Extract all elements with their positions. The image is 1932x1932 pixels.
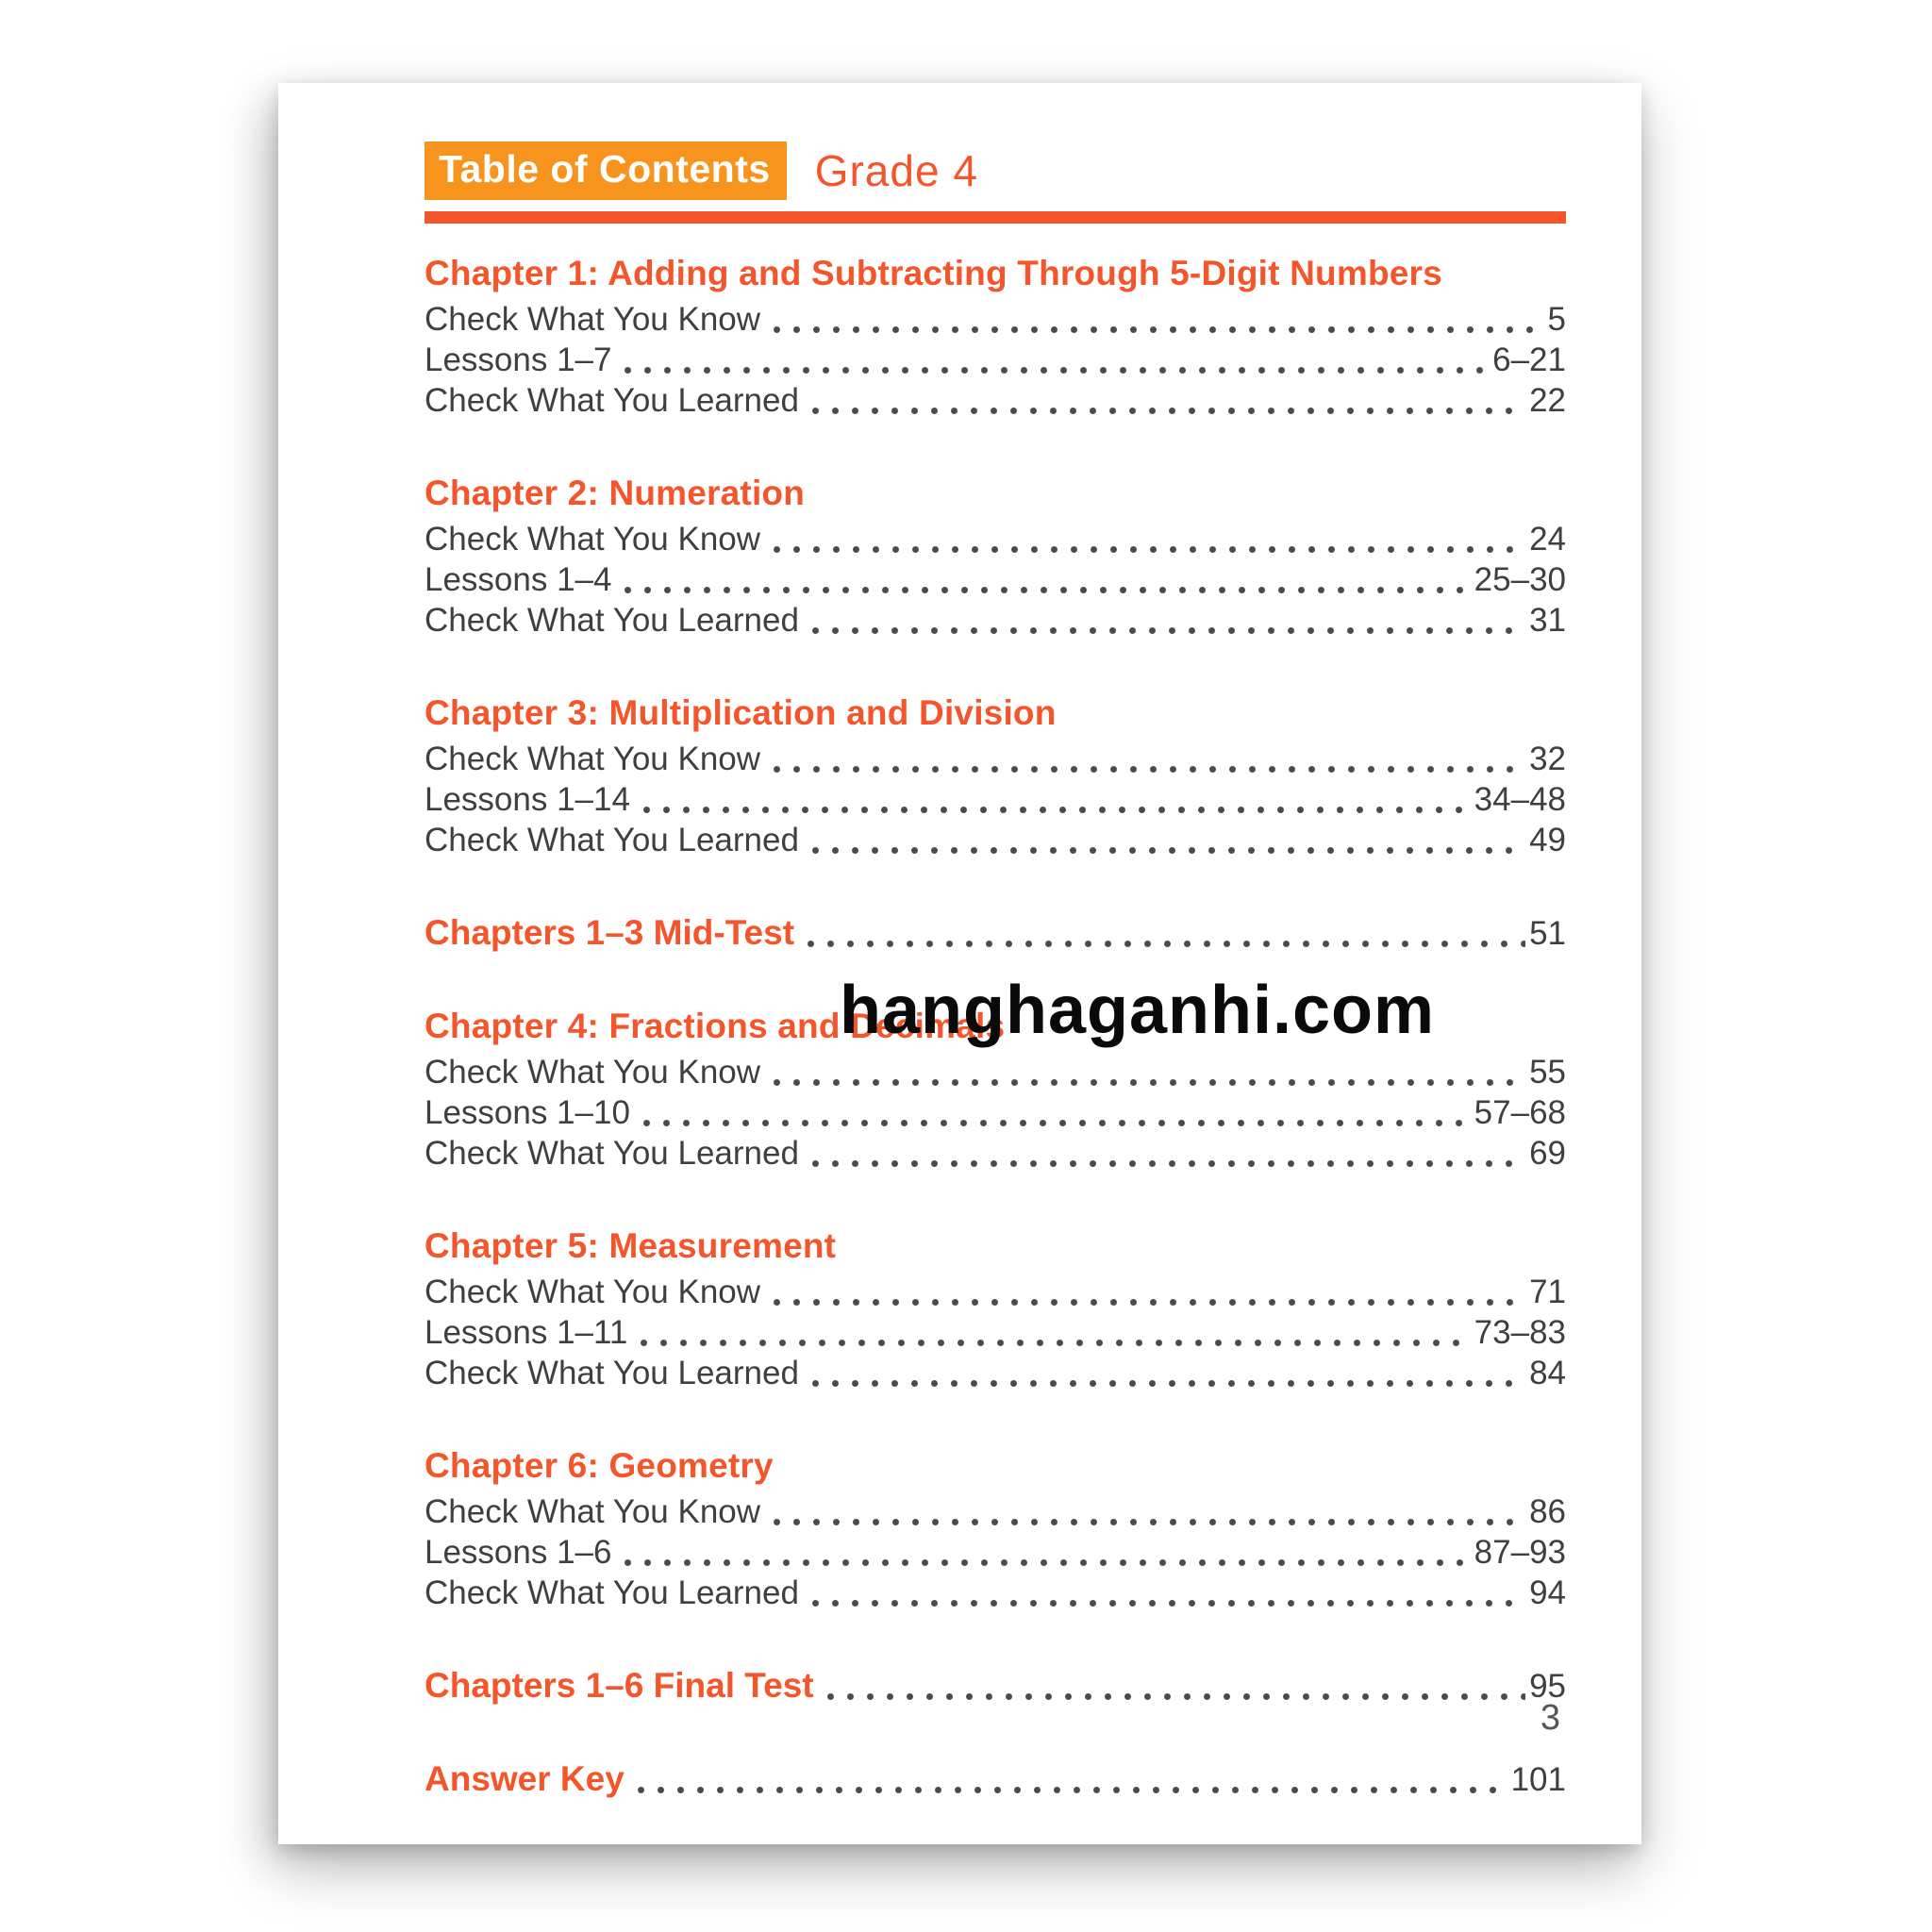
toc-row xyxy=(425,1312,1566,1353)
toc-row-page: 57–68 xyxy=(1474,1094,1566,1131)
dot-leader xyxy=(767,1518,1525,1526)
dot-leader xyxy=(806,846,1525,855)
dot-leader xyxy=(631,1786,1507,1794)
chapter-section xyxy=(425,253,1566,421)
toc-row xyxy=(425,739,1566,779)
toc-row xyxy=(425,299,1566,340)
toc-row-page: 87–93 xyxy=(1474,1534,1566,1571)
toc-row-label: Lessons 1–14 xyxy=(425,781,630,818)
chapter-title: Chapter 6: Geometry xyxy=(425,1446,774,1485)
chapter-section xyxy=(425,1445,1566,1613)
dot-leader xyxy=(634,1339,1470,1347)
header-rule xyxy=(425,211,1566,224)
toc-row-page: 94 xyxy=(1529,1574,1566,1611)
toc-row xyxy=(425,1052,1566,1092)
toc-row-page: 71 xyxy=(1529,1274,1566,1310)
page-number: 3 xyxy=(1540,1698,1560,1738)
toc-row-page: 6–21 xyxy=(1492,341,1566,378)
toc-row-label: Check What You Learned xyxy=(425,382,799,419)
dot-leader xyxy=(618,586,1470,594)
test-row xyxy=(425,1758,1566,1800)
dot-leader xyxy=(801,940,1525,948)
toc-row-label: Check What You Learned xyxy=(425,1355,799,1391)
toc-row xyxy=(425,600,1566,641)
toc-row xyxy=(425,340,1566,380)
test-title: Chapters 1–6 Final Test xyxy=(425,1666,814,1705)
dot-leader xyxy=(806,1379,1525,1388)
book-page xyxy=(278,83,1641,1844)
grade-label: Grade 4 xyxy=(814,146,978,195)
toc-row-page: 22 xyxy=(1529,382,1566,419)
toc-row-label: Check What You Know xyxy=(425,1274,761,1310)
toc-row-label: Lessons 1–11 xyxy=(425,1314,628,1351)
toc-row-page: 24 xyxy=(1529,521,1566,558)
toc-row-page: 34–48 xyxy=(1474,781,1566,818)
toc-row xyxy=(425,380,1566,421)
dot-leader xyxy=(767,765,1525,774)
page-header xyxy=(425,142,1566,200)
toc-row-label: Check What You Learned xyxy=(425,1135,799,1172)
dot-leader xyxy=(821,1692,1525,1701)
toc-row xyxy=(425,1353,1566,1393)
chapter-section xyxy=(425,1225,1566,1393)
toc-row-label: Check What You Know xyxy=(425,741,761,777)
toc-row xyxy=(425,1092,1566,1133)
table-of-contents-badge: Table of Contents xyxy=(425,142,787,200)
toc-row-label: Lessons 1–10 xyxy=(425,1094,630,1131)
toc-row-label: Lessons 1–4 xyxy=(425,561,612,598)
test-page: 101 xyxy=(1510,1761,1566,1798)
chapter-title: Chapter 1: Adding and Subtracting Through 5-Digit Numbers xyxy=(425,254,1442,292)
test-page: 51 xyxy=(1529,915,1566,952)
dot-leader xyxy=(767,1298,1525,1307)
dot-leader xyxy=(767,325,1543,334)
toc-row xyxy=(425,779,1566,820)
test-title: Chapters 1–3 Mid-Test xyxy=(425,913,795,952)
toc-row xyxy=(425,519,1566,559)
toc-row-page: 49 xyxy=(1529,822,1566,858)
toc-row-label: Check What You Learned xyxy=(425,822,799,858)
dot-leader xyxy=(767,545,1525,554)
toc-row-label: Lessons 1–6 xyxy=(425,1534,612,1571)
dot-leader xyxy=(806,626,1525,635)
dot-leader xyxy=(618,1558,1470,1567)
toc-row-page: 25–30 xyxy=(1474,561,1566,598)
toc-row xyxy=(425,1573,1566,1613)
dot-leader xyxy=(806,1599,1525,1607)
chapter-title: Chapter 4: Fractions and Decimals xyxy=(425,1007,1006,1045)
chapter-title: Chapter 5: Measurement xyxy=(425,1226,837,1265)
toc-row-label: Check What You Learned xyxy=(425,1574,799,1611)
dot-leader xyxy=(767,1078,1525,1087)
test-title: Answer Key xyxy=(425,1759,625,1798)
dot-leader xyxy=(637,806,1471,814)
toc-row xyxy=(425,820,1566,860)
chapter-title: Chapter 3: Multiplication and Division xyxy=(425,693,1057,732)
toc-row-page: 73–83 xyxy=(1474,1314,1566,1351)
toc-row-page: 31 xyxy=(1529,602,1566,639)
test-row xyxy=(425,912,1566,954)
toc-row-label: Check What You Know xyxy=(425,1493,761,1530)
toc-row-page: 55 xyxy=(1529,1054,1566,1091)
test-row xyxy=(425,1665,1566,1707)
watermark: hanghaganhi.com xyxy=(840,973,1436,1048)
toc-row xyxy=(425,1133,1566,1174)
chapter-title: Chapter 2: Numeration xyxy=(425,474,806,512)
dot-leader xyxy=(806,407,1525,415)
toc-row xyxy=(425,1272,1566,1312)
toc-row-label: Check What You Know xyxy=(425,521,761,558)
chapter-section xyxy=(425,473,1566,641)
toc-row-page: 86 xyxy=(1529,1493,1566,1530)
toc-row xyxy=(425,559,1566,600)
toc-row-label: Check What You Learned xyxy=(425,602,799,639)
dot-leader xyxy=(806,1159,1525,1168)
toc-row-page: 84 xyxy=(1529,1355,1566,1391)
chapter-section xyxy=(425,692,1566,860)
toc-row xyxy=(425,1491,1566,1532)
toc-row-page: 32 xyxy=(1529,741,1566,777)
toc-row-label: Check What You Know xyxy=(425,1054,761,1091)
toc-row-label: Lessons 1–7 xyxy=(425,341,612,378)
toc-row-page: 5 xyxy=(1547,301,1566,338)
toc-row-page: 69 xyxy=(1529,1135,1566,1172)
dot-leader xyxy=(637,1119,1471,1127)
dot-leader xyxy=(618,366,1489,375)
toc-row xyxy=(425,1532,1566,1573)
test-page: 95 xyxy=(1529,1668,1566,1705)
page-content xyxy=(278,83,1641,1844)
toc-row-label: Check What You Know xyxy=(425,301,761,338)
